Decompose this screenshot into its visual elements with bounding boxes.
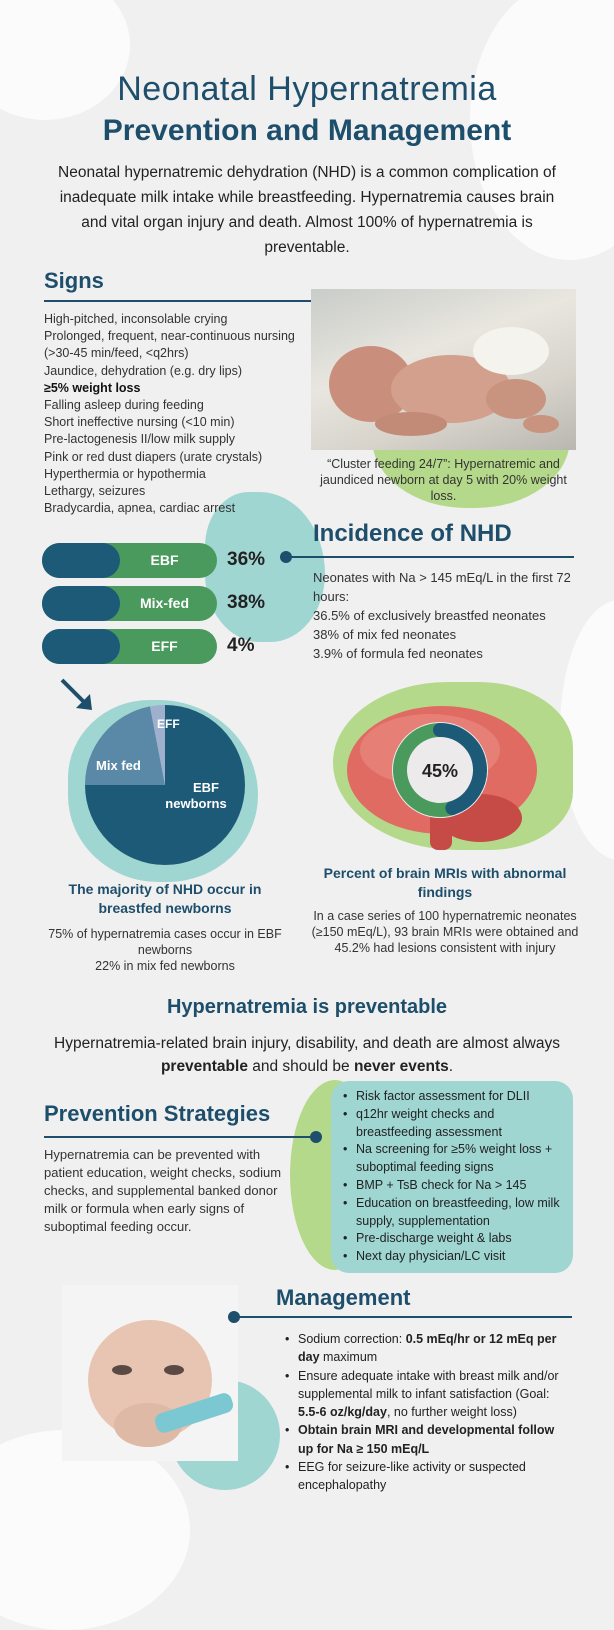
sign-item: Falling asleep during feeding — [44, 398, 204, 413]
pie-label-ebf: EBF — [193, 780, 219, 795]
mri-text: In a case series of 100 hypernatremic neonates (≥150 mEq/L), 93 brain MRIs were obtained and 45.2% had lesions consistent with injury — [311, 909, 579, 955]
management-rule — [234, 1316, 572, 1318]
prevention-item: • Education on breastfeeding, low milk supply, supplementation — [340, 1195, 568, 1231]
incidence-rule — [290, 556, 574, 558]
preventable-text: Hypernatremia-related brain injury, disability, and death are almost always preventable and should be never events. — [54, 1035, 560, 1075]
sign-item: Pink or red dust diapers (urate crystals) — [44, 449, 263, 464]
prevention-item: • q12hr weight checks and breastfeeding assessment — [340, 1106, 568, 1142]
management-heading: Management — [276, 1285, 411, 1310]
incidence-bar-eff: EFF — [42, 629, 217, 664]
signs-rule — [44, 300, 334, 302]
pie-label-eff: EFF — [157, 717, 180, 731]
prevention-text: Hypernatremia can be prevented with patient education, weight checks, sodium checks, and supplemental banked donor milk or formula when early signs of suboptimal feeding occur. — [44, 1147, 282, 1234]
pie-label-ebf-2: newborns — [165, 796, 227, 811]
sign-item: High-pitched, inconsolable crying — [44, 312, 228, 326]
signs-heading: Signs — [44, 268, 104, 293]
donut-center-label: 45% — [421, 761, 459, 781]
sign-item: Hyperthermia or hypothermia — [44, 466, 206, 481]
sign-item-weight-loss: ≥5% weight loss — [44, 380, 141, 395]
intro-text: Neonatal hypernatremic dehydration (NHD) is a common complication of inadequate milk intake while breastfeeding. Hypernatremia causes brain and vital organ injury and death. Almost 100% of hypernatremia is preventable. — [58, 164, 556, 256]
pie-title: The majority of NHD occur in breastfed newborns — [68, 881, 262, 916]
pie-text: 75% of hypernatremia cases occur in EBF newborns 22% in mix fed newborns — [48, 927, 282, 973]
newborn-photo — [311, 289, 576, 450]
prevention-list — [340, 1088, 568, 1266]
newborn-photo-caption: “Cluster feeding 24/7”: Hypernatremic and jaundiced newborn at day 5 with 20% weight loss. — [320, 457, 567, 503]
incidence-rule-dot — [280, 551, 292, 563]
incidence-bar-ebf: EBF — [42, 543, 217, 578]
incidence-pct-mix: 38% — [227, 592, 266, 613]
incidence-pct-eff: 4% — [227, 635, 255, 656]
prevention-item: • Risk factor assessment for DLII — [340, 1088, 568, 1106]
sign-item: Pre-lactogenesis II/low milk supply — [44, 432, 236, 447]
management-list — [282, 1330, 572, 1495]
sign-item: Lethargy, seizures — [44, 484, 146, 499]
prevention-item: • Na screening for ≥5% weight loss + suboptimal feeding signs — [340, 1141, 568, 1177]
management-item: • Ensure adequate intake with breast milk and/or supplemental milk to infant satisfaction (Goal: 5.5-6 oz/kg/day, no further weight loss) — [282, 1367, 572, 1422]
prevention-rule — [44, 1136, 314, 1138]
brain-mri-donut — [330, 690, 570, 860]
management-rule-dot — [228, 1311, 240, 1323]
sign-item: Short ineffective nursing (<10 min) — [44, 415, 235, 430]
page-title-line1: Neonatal Hypernatremia — [117, 70, 497, 108]
signs-list — [44, 311, 304, 517]
management-item: • Obtain brain MRI and developmental follow up for Na ≥ 150 mEq/L — [282, 1421, 572, 1458]
infant-feeding-photo — [62, 1285, 238, 1461]
management-item: • Sodium correction: 0.5 mEq/hr or 12 mEq per day maximum — [282, 1330, 572, 1367]
sign-item: Prolonged, frequent, near-continuous nursing (>30-45 min/feed, <q2hrs) — [44, 329, 295, 361]
prevention-heading: Prevention Strategies — [44, 1101, 271, 1126]
prevention-item: • Pre-discharge weight & labs — [340, 1230, 568, 1248]
incidence-heading: Incidence of NHD — [313, 520, 512, 547]
prevention-item: • BMP + TsB check for Na > 145 — [340, 1177, 568, 1195]
incidence-bar-mix: Mix-fed — [42, 586, 217, 621]
nhd-pie-chart — [80, 700, 250, 870]
prevention-item: • Next day physician/LC visit — [340, 1248, 568, 1266]
page-title-line2: Prevention and Management — [102, 114, 512, 147]
sign-item: Jaundice, dehydration (e.g. dry lips) — [44, 363, 243, 378]
preventable-heading: Hypernatremia is preventable — [166, 996, 448, 1018]
pie-label-mix: Mix fed — [96, 758, 141, 773]
prevention-rule-dot — [310, 1131, 322, 1143]
incidence-text: Neonates with Na > 145 mEq/L in the first 72 hours: 36.5% of exclusively breastfed neonates 38% of mix fed neonates 3.9% of formula fed neonates — [313, 570, 571, 661]
management-item: • EEG for seizure-like activity or suspected encephalopathy — [282, 1458, 572, 1495]
incidence-pct-ebf: 36% — [227, 549, 266, 570]
mri-title: Percent of brain MRIs with abnormal findings — [323, 865, 567, 900]
sign-item: Bradycardia, apnea, cardiac arrest — [44, 501, 236, 516]
